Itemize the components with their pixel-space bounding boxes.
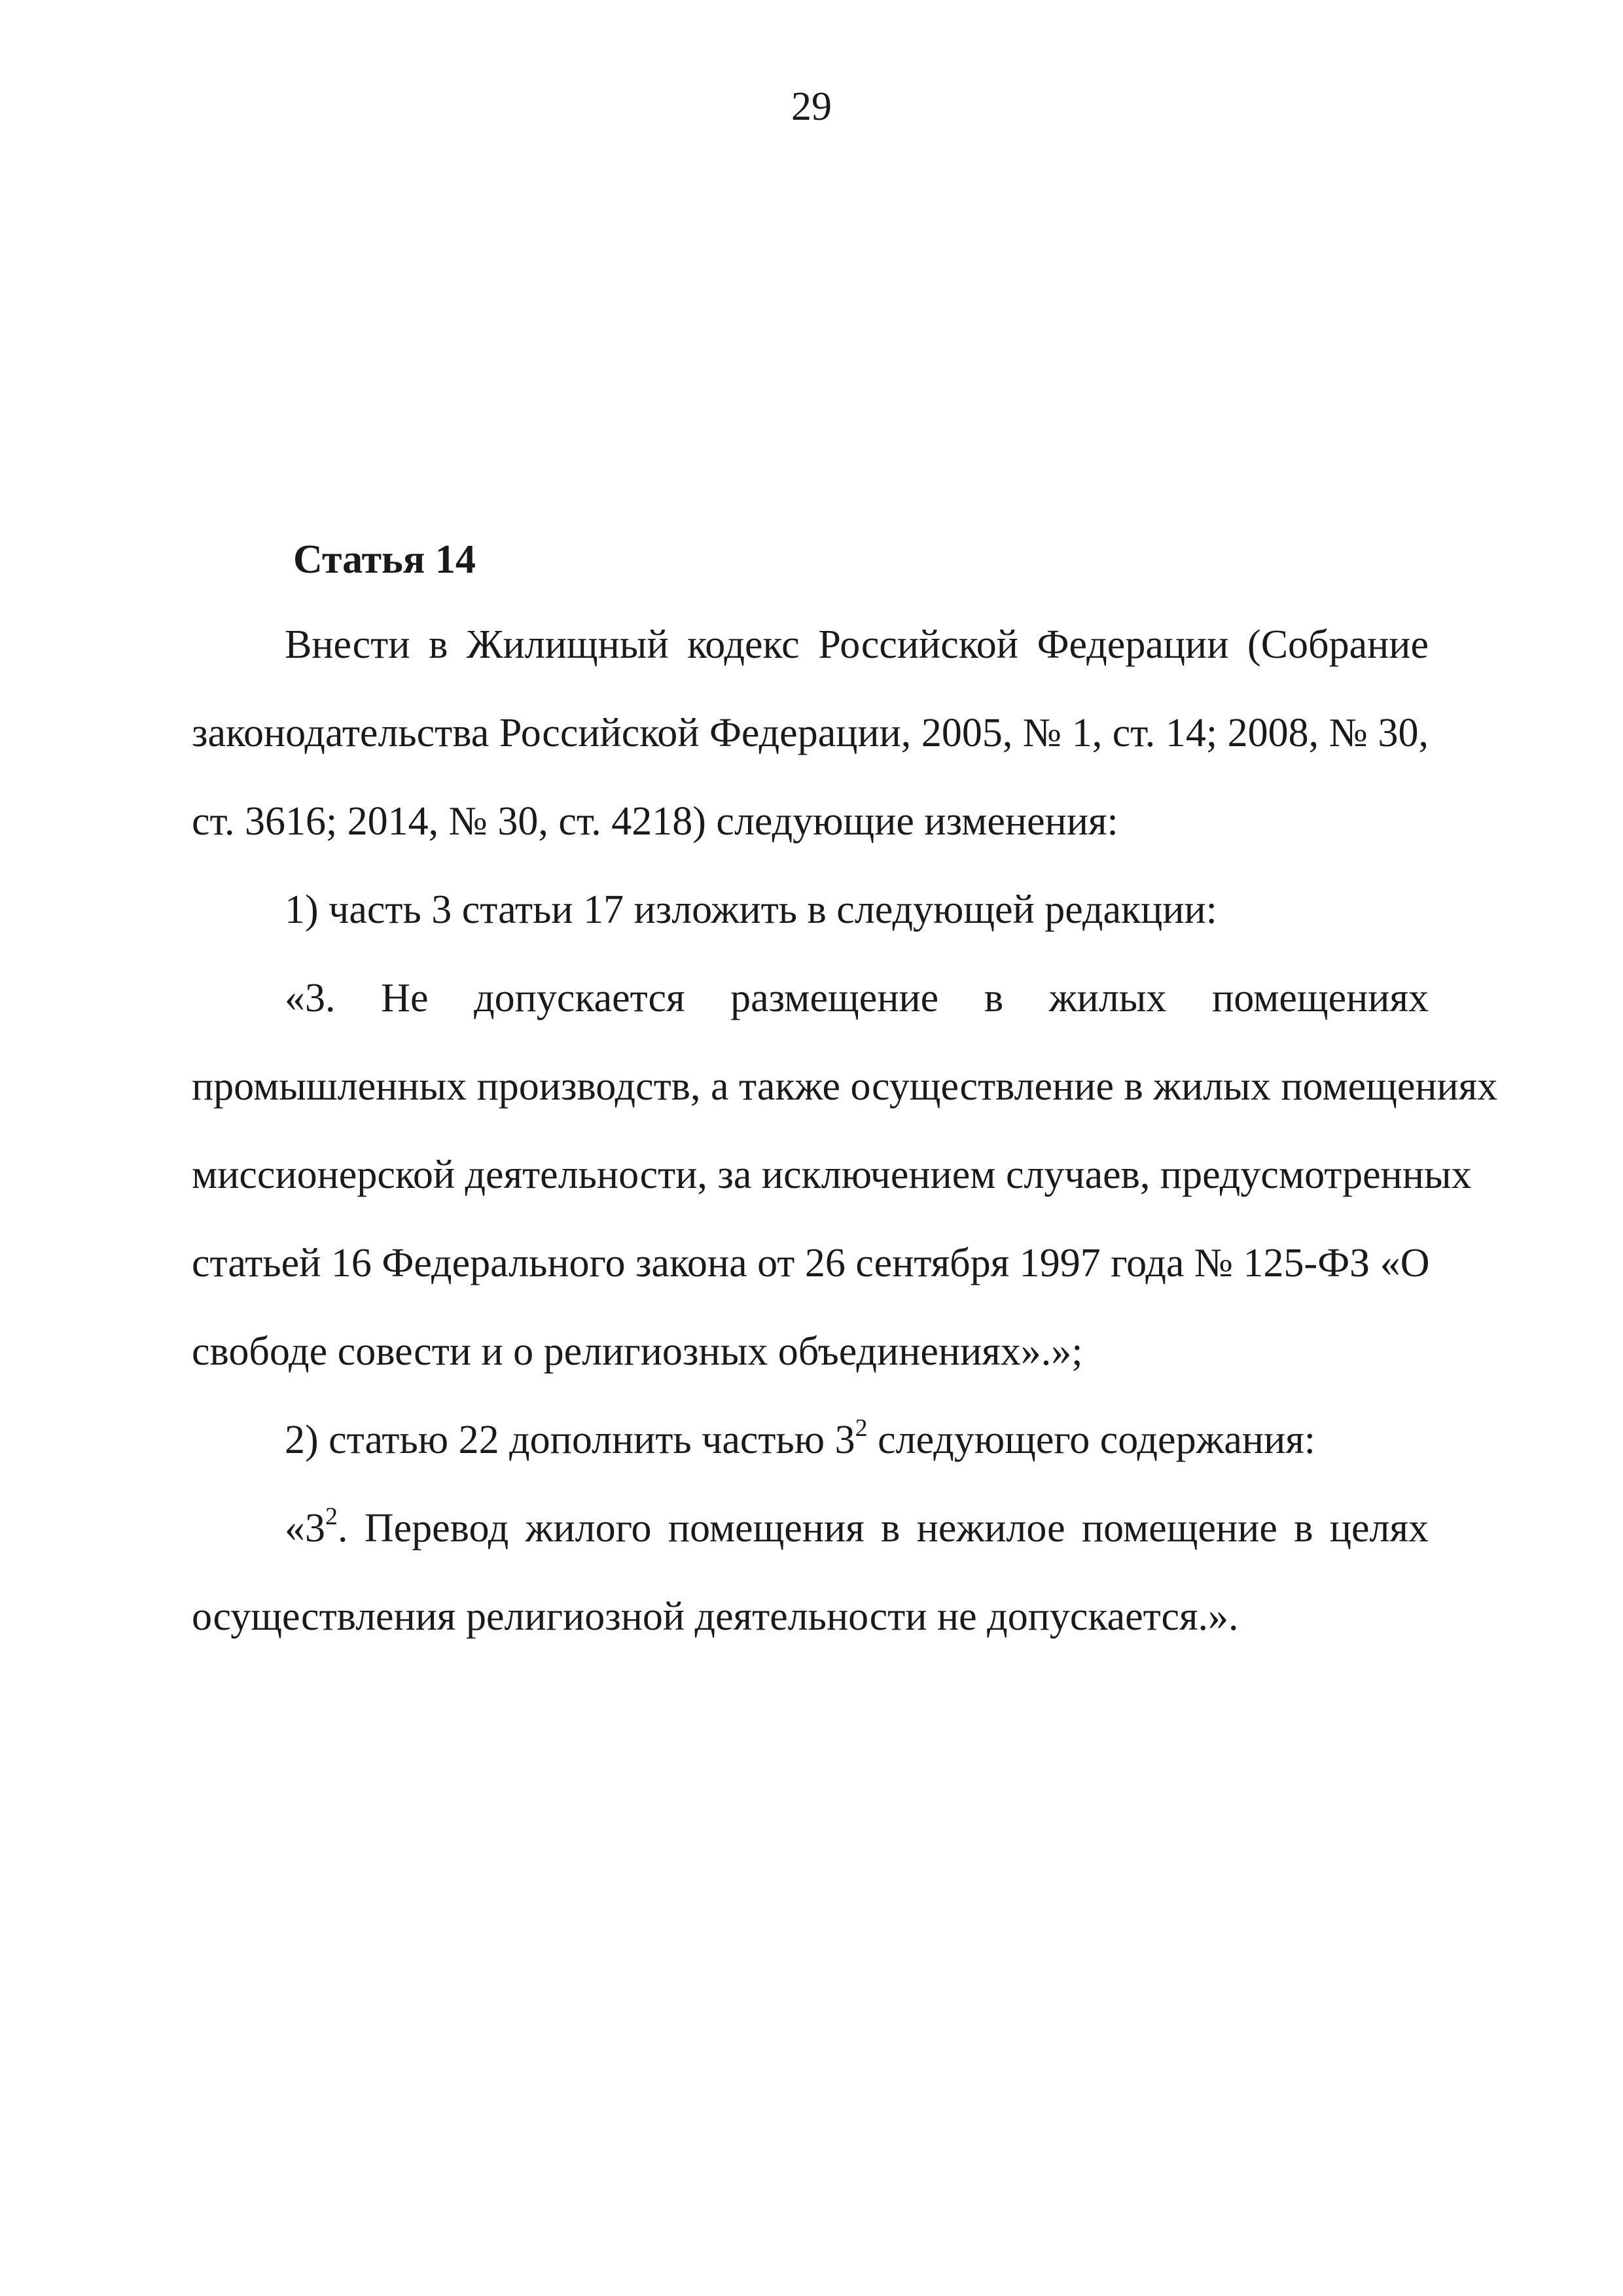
text-line: 1) часть 3 статьи 17 изложить в следующей редакции: [285,888,1217,932]
text-line: осуществления религиозной деятельности не допускается.». [192,1594,1239,1639]
page-number: 29 [791,84,832,129]
text-line: свободе совести и о религиозных объединениях».»; [192,1329,1083,1374]
text-line: Внести в Жилищный кодекс Российской Федерации (Собрание [285,622,1429,667]
text-line: 2) статью 22 дополнить частью $3^2$ следующего содержания: [285,1414,1316,1462]
text-line: «3. Не допускается размещение в жилых помещениях [285,976,1429,1020]
article-heading: Статья 14 [293,537,476,582]
text-line: промышленных производств, а также осуществление в жилых помещениях [192,1064,1498,1109]
text-line: законодательства Российской Федерации, 2005, № 1, ст. 14; 2008, № 30, [192,711,1429,755]
text-line: миссионерской деятельности, за исключением случаев, предусмотренных [192,1153,1472,1197]
text-line: статьей 16 Федерального закона от 26 сентября 1997 года № 125-ФЗ «О [192,1241,1430,1285]
text-line: «$3^2$. Перевод жилого помещения в нежилое помещение в целях [285,1503,1429,1551]
text-line: ст. 3616; 2014, № 30, ст. 4218) следующие изменения: [192,799,1118,844]
